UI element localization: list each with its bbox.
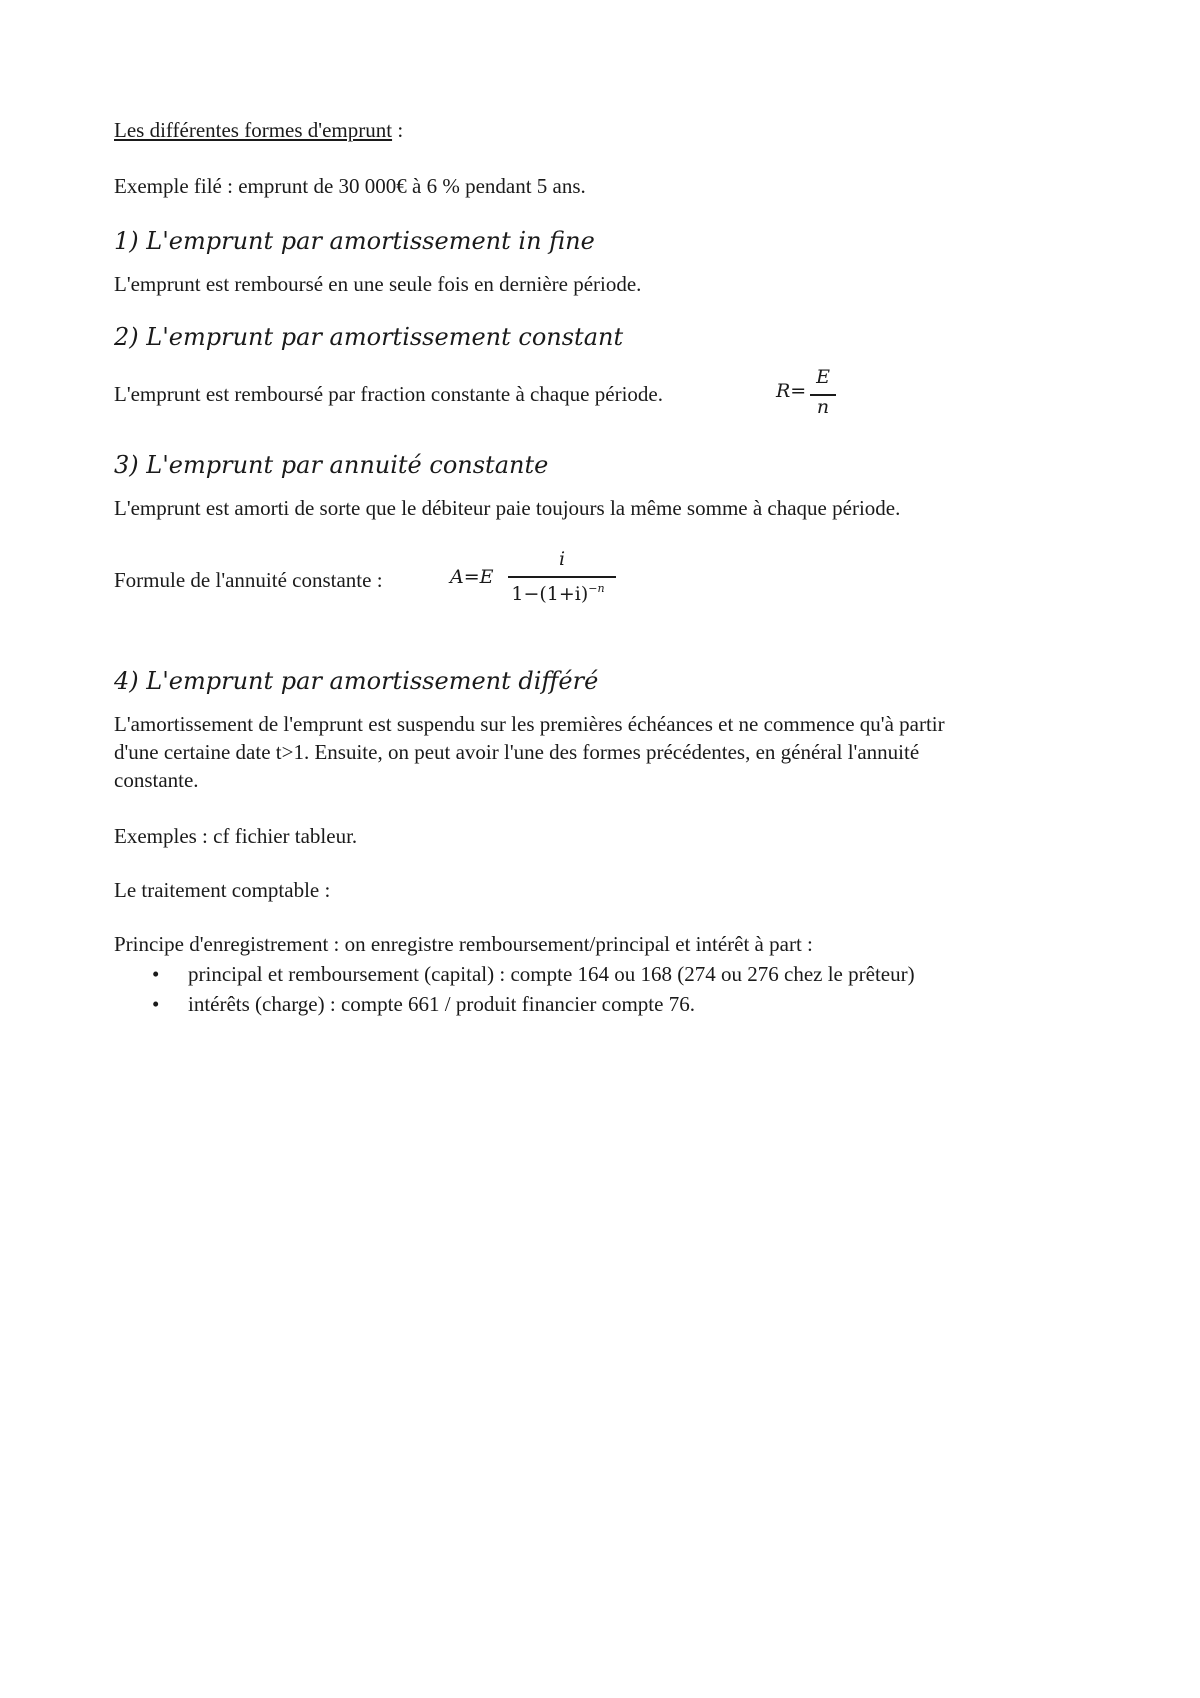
example-line: Exemple filé : emprunt de 30 000€ à 6 % pendant 5 ans.	[114, 174, 586, 198]
formula-r-numerator: E	[816, 366, 830, 388]
section-4-text-line-3: constante.	[114, 768, 199, 792]
formula-a-lhs: A=E	[450, 566, 494, 588]
formula-r-lhs: R=	[776, 380, 807, 402]
formula-r-fraction	[808, 366, 838, 422]
examples-line: Exemples : cf fichier tableur.	[114, 824, 358, 848]
principle-line: Principe d'enregistrement : on enregistre remboursement/principal et intérêt à part :	[114, 932, 813, 956]
bullet-1-marker: •	[152, 962, 160, 986]
formula-a-denominator-exponent: −n	[588, 582, 605, 595]
accounting-title: Le traitement comptable :	[114, 878, 331, 902]
document-title	[114, 116, 403, 144]
section-3-heading: 3) L'emprunt par annuité constante	[114, 451, 549, 479]
section-4-heading: 4) L'emprunt par amortissement différé	[114, 667, 599, 695]
section-2-text: L'emprunt est remboursé par fraction constante à chaque période.	[114, 382, 663, 406]
document-title-suffix: :	[392, 118, 404, 142]
bullet-2-marker: •	[152, 992, 160, 1016]
section-1-text: L'emprunt est remboursé en une seule fois en dernière période.	[114, 272, 642, 296]
document-title-underlined: Les différentes formes d'emprunt	[114, 118, 393, 142]
bullet-1-text: principal et remboursement (capital) : compte 164 ou 168 (274 ou 276 chez le prêteur)	[188, 962, 915, 986]
formula-a-fraction-bar	[508, 576, 616, 578]
bullet-2-text: intérêts (charge) : compte 661 / produit financier compte 76.	[188, 992, 695, 1016]
formula-a-denominator-base: 1−(1+i)	[511, 583, 589, 605]
formula-r-denominator: n	[816, 396, 830, 418]
formula-a-numerator: i	[558, 548, 566, 570]
section-1-heading: 1) L'emprunt par amortissement in fine	[114, 227, 595, 255]
formula-a-denominator	[506, 582, 610, 605]
formula-a-fraction	[506, 548, 618, 612]
section-2-heading: 2) L'emprunt par amortissement constant	[114, 323, 624, 351]
section-4-text-line-1: L'amortissement de l'emprunt est suspendu sur les premières échéances et ne commence qu'à partir	[114, 712, 945, 736]
section-3-text: L'emprunt est amorti de sorte que le débiteur paie toujours la même somme à chaque période.	[114, 496, 901, 520]
section-4-text-line-2: d'une certaine date t>1. Ensuite, on peut avoir l'une des formes précédentes, en général l'annuité	[114, 740, 920, 764]
formula-a-label: Formule de l'annuité constante :	[114, 568, 383, 592]
